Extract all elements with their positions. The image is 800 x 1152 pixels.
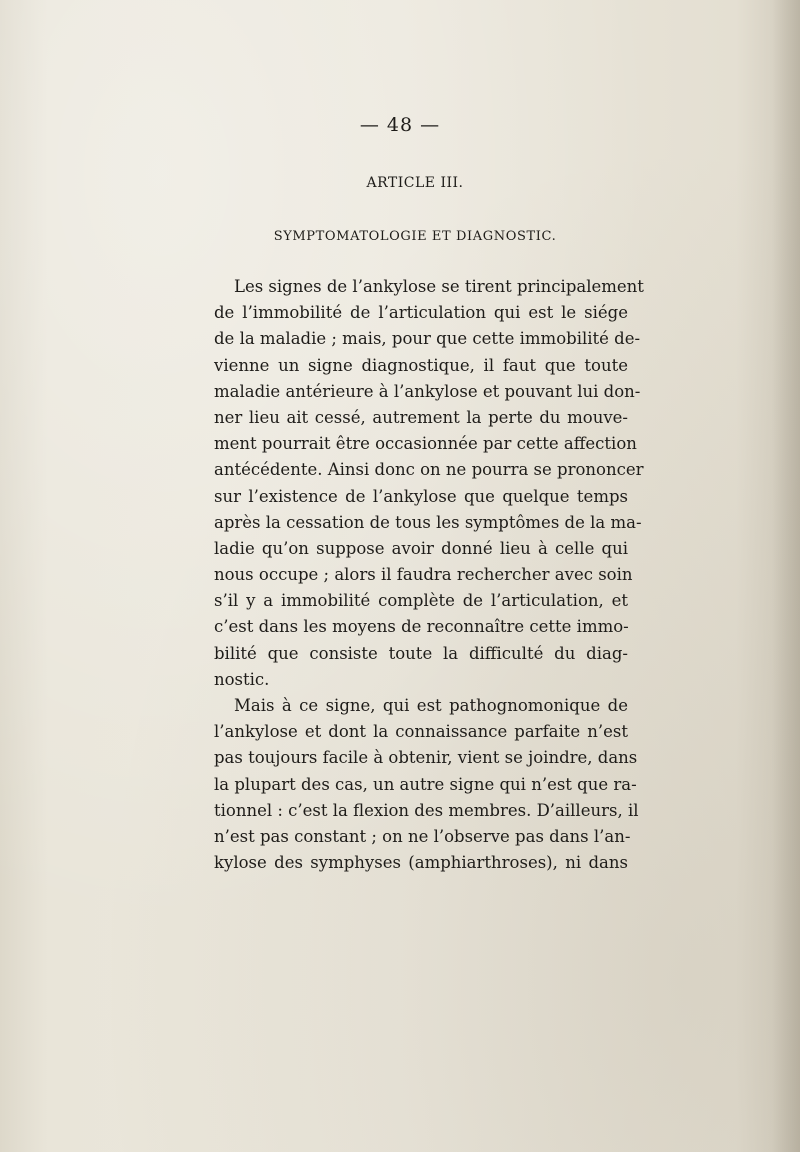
body-text — [214, 274, 644, 876]
text-line: Mais à ce signe, qui est pathognomonique de — [234, 696, 628, 715]
text-line: après la cessation de tous les symptômes de la ma- — [214, 512, 642, 532]
text-line: la plupart des cas, un autre signe qui n’est que ra- — [214, 774, 637, 794]
text-line: Les signes de l’ankylose se tirent principalement — [234, 277, 644, 296]
text-line: bilité que consiste toute la difficulté du diag- — [214, 643, 628, 663]
text-line: sur l’existence de l’ankylose que quelque temps — [214, 486, 628, 506]
text-line: pas toujours facile à obtenir, vient se joindre, dans — [214, 748, 638, 768]
text-line: nous occupe ; alors il faudra rechercher avec soin — [214, 565, 633, 585]
page-number: — 48 — — [359, 114, 441, 136]
page-edge-shadow — [772, 0, 800, 1152]
text-line: n’est pas constant ; on ne l’observe pas dans l’an- — [214, 826, 631, 846]
text-line: maladie antérieure à l’ankylose et pouvant lui don- — [214, 381, 641, 401]
text-line: de l’immobilité de l’articulation qui est le siége — [214, 303, 628, 323]
text-line: tionnel : c’est la flexion des membres. D’ailleurs, il — [214, 800, 639, 820]
article-heading: ARTICLE III. — [366, 175, 464, 191]
section-heading: SYMPTOMATOLOGIE ET DIAGNOSTIC. — [273, 229, 557, 244]
text-line: nostic. — [214, 669, 270, 689]
text-line: ladie qu’on suppose avoir donné lieu à celle qui — [214, 538, 628, 558]
text-line: antécédente. Ainsi donc on ne pourra se prononcer — [214, 460, 644, 480]
text-line: de la maladie ; mais, pour que cette immobilité de- — [214, 329, 641, 349]
text-line: kylose des symphyses (amphiarthroses), ni dans — [214, 853, 628, 873]
text-line: l’ankylose et dont la connaissance parfaite n’est — [214, 722, 628, 742]
text-line: vienne un signe diagnostique, il faut que toute — [214, 355, 628, 375]
text-line: ment pourrait être occasionnée par cette affection — [214, 434, 637, 454]
text-line: s’il y a immobilité complète de l’articulation, et — [214, 591, 628, 611]
text-line: c’est dans les moyens de reconnaître cette immo- — [214, 617, 629, 637]
text-line: ner lieu ait cessé, autrement la perte du mouve- — [214, 407, 628, 427]
